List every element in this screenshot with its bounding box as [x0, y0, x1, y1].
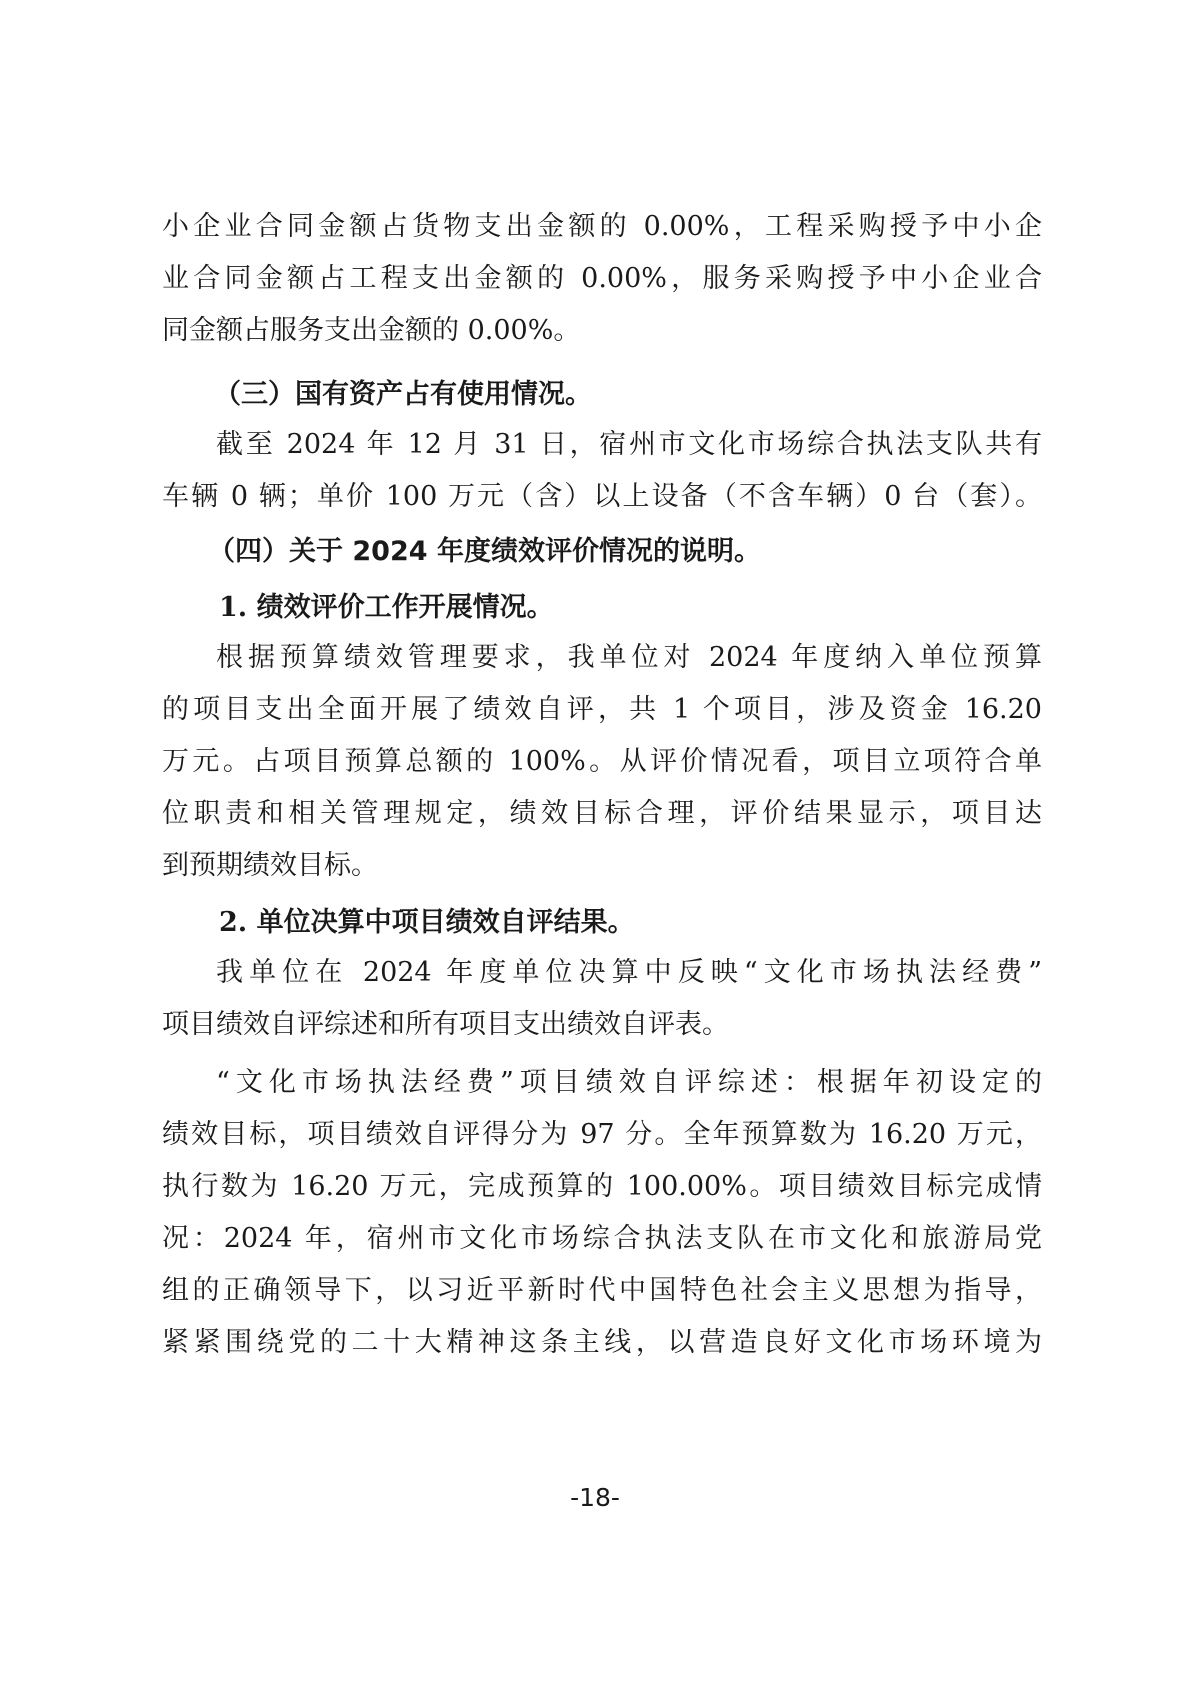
body-text-line: 况：2024 年，宿州市文化市场综合执法支队在市文化和旅游局党 [162, 1223, 1042, 1254]
body-text-line: 我单位在 2024 年度单位决算中反映“文化市场执法经费” [216, 957, 1042, 988]
body-text-line: 根据预算绩效管理要求，我单位对 2024 年度纳入单位预算 [216, 642, 1042, 673]
body-text-line: 到预期绩效目标。 [162, 850, 378, 881]
body-text-line: 车辆 0 辆；单价 100 万元（含）以上设备（不含车辆）0 台（套）。 [162, 481, 1042, 512]
body-text-line: 位职责和相关管理规定，绩效目标合理，评价结果显示，项目达 [162, 798, 1042, 829]
subsection-heading-2: 2. 单位决算中项目绩效自评结果。 [219, 907, 635, 938]
body-text-line: 万元。占项目预算总额的 100%。从评价情况看，项目立项符合单 [162, 746, 1042, 777]
body-text-line: 小企业合同金额占货物支出金额的 0.00%，工程采购授予中小企 [162, 211, 1042, 242]
body-text-line: 项目绩效自评综述和所有项目支出绩效自评表。 [162, 1009, 729, 1040]
body-text-line: 组的正确领导下，以习近平新时代中国特色社会主义思想为指导， [162, 1275, 1042, 1306]
body-text-line: “文化市场执法经费”项目绩效自评综述：根据年初设定的 [216, 1067, 1042, 1098]
body-text-line: 业合同金额占工程支出金额的 0.00%，服务采购授予中小企业合 [162, 263, 1042, 294]
body-text-line: 绩效目标，项目绩效自评得分为 97 分。全年预算数为 16.20 万元， [162, 1119, 1042, 1150]
body-text-line: 执行数为 16.20 万元，完成预算的 100.00%。项目绩效目标完成情 [162, 1171, 1042, 1202]
body-text-line: 截至 2024 年 12 月 31 日，宿州市文化市场综合执法支队共有 [216, 429, 1042, 460]
body-text-line: 同金额占服务支出金额的 0.00%。 [162, 315, 581, 346]
body-text-line: 紧紧围绕党的二十大精神这条主线，以营造良好文化市场环境为 [162, 1327, 1042, 1358]
section-heading-3: （三）国有资产占有使用情况。 [214, 379, 592, 410]
section-heading-4: （四）关于 2024 年度绩效评价情况的说明。 [208, 536, 761, 567]
subsection-heading-1: 1. 绩效评价工作开展情况。 [219, 592, 554, 623]
page-number: -18- [570, 1483, 620, 1512]
body-text-line: 的项目支出全面开展了绩效自评，共 1 个项目，涉及资金 16.20 [162, 694, 1042, 725]
